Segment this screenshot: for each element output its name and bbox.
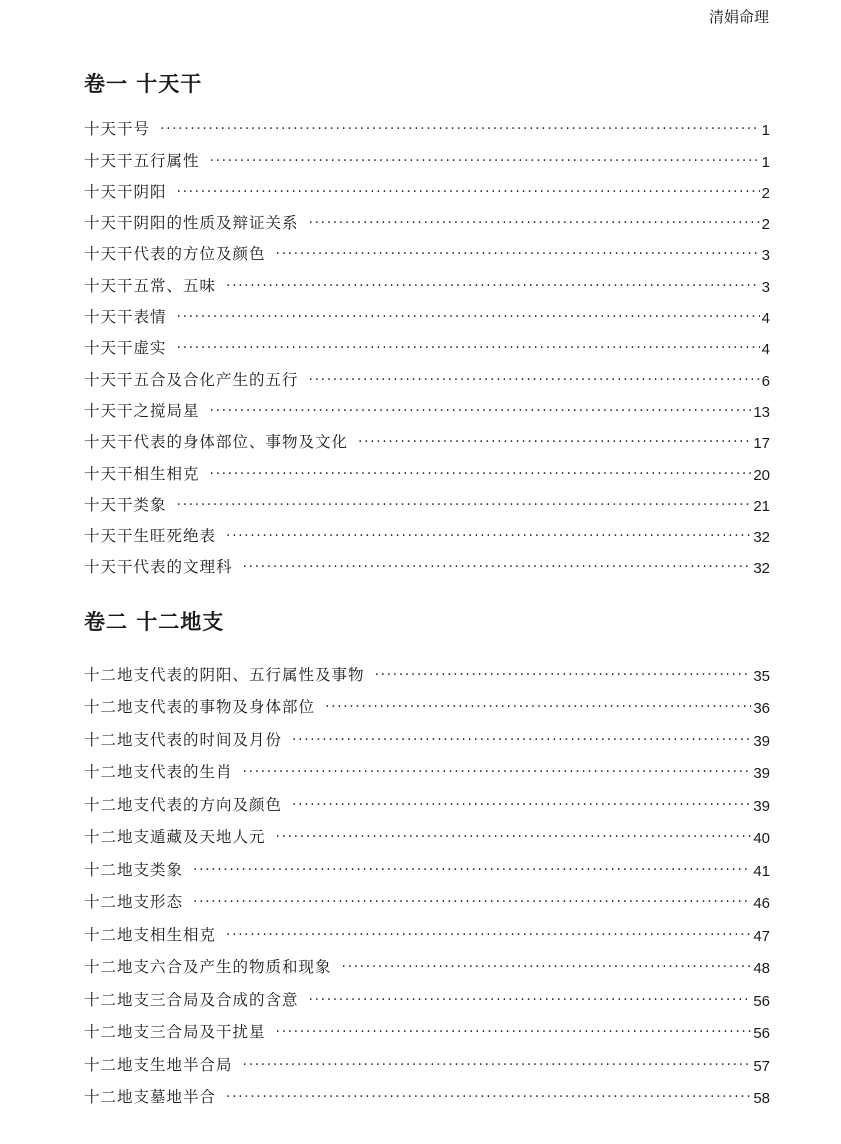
dot-leader — [243, 762, 752, 782]
toc-entry-page: 35 — [753, 667, 770, 685]
toc-entry-label: 十二地支类象 — [84, 860, 184, 879]
dot-leader — [309, 370, 760, 390]
toc-entry-page: 6 — [761, 372, 770, 390]
dot-leader — [177, 182, 760, 202]
toc-entry-label: 十天干虚实 — [84, 339, 167, 358]
toc-entry-page: 1 — [761, 122, 770, 140]
toc-entry[interactable] — [84, 108, 770, 139]
toc-entry-label: 十二地支生地半合局 — [84, 1055, 233, 1074]
toc-entry-label: 十二地支遁藏及天地人元 — [84, 828, 266, 846]
toc-entry-page: 57 — [753, 1057, 770, 1075]
toc-entry-page: 3 — [761, 278, 770, 296]
toc-entry-label: 十天干代表的身体部位、事物及文化 — [84, 433, 349, 452]
dot-leader — [226, 276, 760, 296]
dot-leader — [226, 925, 751, 945]
toc-vol2 — [84, 652, 770, 1107]
page-header: 清娟命理 — [708, 8, 769, 26]
dot-leader — [226, 1087, 751, 1107]
toc-entry[interactable] — [84, 452, 770, 483]
toc-entry-label: 十二地支代表的时间及月份 — [84, 730, 283, 749]
toc-entry[interactable] — [84, 1010, 770, 1043]
toc-entry-page: 39 — [753, 765, 770, 782]
toc-entry-label: 十二地支代表的事物及身体部位 — [84, 698, 316, 716]
toc-vol1 — [84, 108, 770, 577]
toc-entry[interactable] — [84, 358, 770, 389]
dot-leader — [309, 990, 752, 1010]
dot-leader — [358, 432, 751, 452]
toc-entry-label: 十天干类象 — [84, 495, 167, 514]
dot-leader — [375, 665, 752, 685]
toc-entry-page: 32 — [753, 529, 770, 547]
toc-entry-label: 十天干五常、五味 — [84, 276, 217, 295]
toc-entry[interactable] — [84, 717, 770, 750]
toc-entry[interactable] — [84, 847, 770, 880]
toc-entry-page: 36 — [753, 700, 770, 717]
toc-entry-label: 十二地支相生相克 — [84, 925, 217, 944]
toc-entry[interactable] — [84, 1042, 770, 1075]
dot-leader — [243, 1055, 752, 1075]
toc-entry-page: 58 — [753, 1090, 770, 1107]
toc-entry-page: 46 — [753, 895, 770, 912]
toc-entry[interactable] — [84, 421, 770, 452]
toc-entry-page: 39 — [753, 797, 770, 815]
toc-entry[interactable] — [84, 264, 770, 295]
toc-entry-label: 十二地支三合局及合成的含意 — [84, 990, 299, 1009]
toc-entry-page: 2 — [761, 184, 770, 202]
dot-leader — [226, 526, 751, 546]
toc-entry-page: 3 — [761, 247, 770, 265]
toc-entry-page: 47 — [753, 927, 770, 945]
dot-leader — [325, 697, 751, 717]
toc-entry[interactable] — [84, 296, 770, 327]
toc-entry-page: 32 — [753, 560, 770, 578]
toc-entry-page: 56 — [753, 992, 770, 1010]
toc-entry[interactable] — [84, 171, 770, 202]
toc-entry-page: 41 — [753, 862, 770, 880]
dot-leader — [177, 338, 760, 358]
toc-entry-page: 2 — [761, 216, 770, 234]
dot-leader — [243, 557, 752, 577]
toc-entry[interactable] — [84, 233, 770, 264]
toc-entry-page: 56 — [753, 1025, 770, 1042]
toc-entry-label: 十天干表情 — [84, 308, 167, 327]
toc-entry[interactable] — [84, 484, 770, 515]
dot-leader — [210, 151, 760, 171]
toc-entry[interactable] — [84, 515, 770, 546]
toc-entry-label: 十天干阴阳的性质及辩证关系 — [84, 214, 299, 233]
toc-entry[interactable] — [84, 202, 770, 233]
toc-entry-page: 4 — [761, 341, 770, 359]
dot-leader — [309, 213, 760, 233]
toc-entry-label: 十二地支代表的生肖 — [84, 763, 233, 781]
toc-entry-label: 十二地支形态 — [84, 893, 184, 911]
dot-leader — [193, 860, 751, 880]
toc-entry[interactable] — [84, 685, 770, 718]
toc-entry-label: 十天干之搅局星 — [84, 401, 200, 420]
toc-entry-page: 40 — [753, 830, 770, 847]
toc-entry-page: 21 — [753, 497, 770, 515]
dot-leader — [193, 892, 751, 912]
toc-entry[interactable] — [84, 390, 770, 421]
toc-entry-page: 17 — [753, 435, 770, 453]
toc-entry[interactable] — [84, 327, 770, 358]
section-title-vol1: 卷一 十天干 — [84, 72, 203, 96]
toc-entry-label: 十天干阴阳 — [84, 182, 167, 201]
toc-entry[interactable] — [84, 880, 770, 913]
toc-entry-page: 4 — [761, 310, 770, 328]
dot-leader — [177, 495, 752, 515]
dot-leader — [276, 244, 760, 264]
toc-entry[interactable] — [84, 1075, 770, 1108]
toc-entry-page: 48 — [753, 960, 770, 977]
dot-leader — [210, 401, 752, 421]
toc-entry[interactable] — [84, 750, 770, 783]
toc-entry-label: 十二地支代表的方向及颜色 — [84, 795, 283, 814]
toc-entry-page: 39 — [753, 732, 770, 750]
toc-entry-label: 十天干五合及合化产生的五行 — [84, 370, 299, 389]
toc-entry-label: 十天干号 — [84, 120, 151, 139]
dot-leader — [292, 795, 751, 815]
toc-entry[interactable] — [84, 546, 770, 577]
toc-entry[interactable] — [84, 977, 770, 1010]
toc-entry-label: 十天干相生相克 — [84, 464, 200, 483]
toc-entry[interactable] — [84, 912, 770, 945]
toc-entry-label: 十天干代表的文理科 — [84, 558, 233, 577]
toc-entry-label: 十二地支三合局及干扰星 — [84, 1023, 266, 1041]
toc-entry[interactable] — [84, 139, 770, 170]
toc-entry[interactable] — [84, 782, 770, 815]
toc-entry-page: 13 — [753, 403, 770, 421]
dot-leader — [177, 307, 760, 327]
toc-entry-label: 十天干五行属性 — [84, 151, 200, 170]
dot-leader — [160, 119, 760, 139]
dot-leader — [276, 1022, 752, 1042]
dot-leader — [276, 827, 752, 847]
toc-entry-label: 十天干代表的方位及颜色 — [84, 245, 266, 264]
toc-entry[interactable] — [84, 945, 770, 978]
section-title-vol2: 卷二 十二地支 — [84, 610, 225, 634]
toc-entry-page: 20 — [753, 466, 770, 484]
toc-entry-label: 十二地支墓地半合 — [84, 1088, 217, 1106]
toc-entry[interactable] — [84, 652, 770, 685]
toc-entry-page: 1 — [761, 153, 770, 171]
toc-entry-label: 十二地支六合及产生的物质和现象 — [84, 958, 332, 976]
toc-entry-label: 十天干生旺死绝表 — [84, 527, 217, 546]
dot-leader — [292, 730, 751, 750]
toc-entry[interactable] — [84, 815, 770, 848]
toc-entry-label: 十二地支代表的阴阳、五行属性及事物 — [84, 665, 365, 684]
dot-leader — [210, 464, 752, 484]
dot-leader — [342, 957, 752, 977]
